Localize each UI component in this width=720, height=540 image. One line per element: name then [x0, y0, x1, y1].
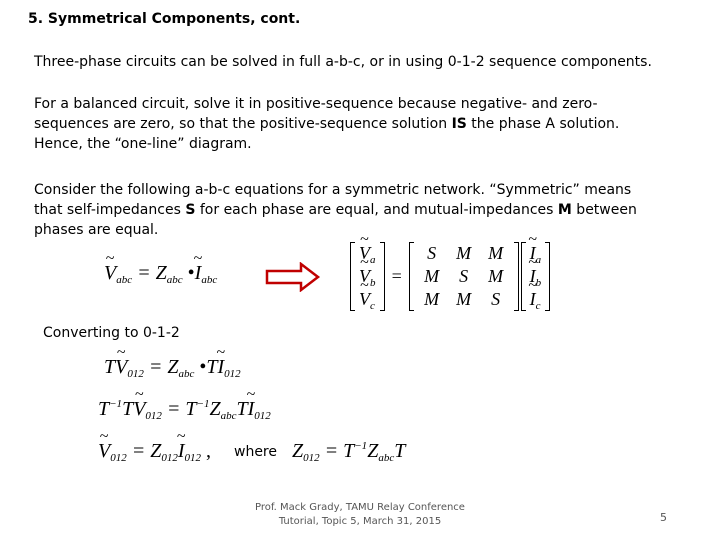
abc-equation: ~ $V_{abc} = Z_{abc}$ •~ $I_{abc}$: [104, 262, 217, 285]
right-arrow-icon: [265, 262, 321, 292]
page-number: 5: [660, 511, 667, 524]
where-label: where: [234, 444, 277, 460]
footer-text: Prof. Mack Grady, TAMU Relay Conference Tutorial, Topic 5, March 31, 2015: [255, 502, 465, 527]
z012-definition: $Z_{012} = T^{-1}Z_{abc}T$: [292, 440, 406, 464]
matrix-equation: ~ $V_a$ ~ $V_b$ ~ $V_c$ = S M M M S M M M S ~ $I_a$ ~ $I_b$ ~ $I_c$: [350, 242, 550, 311]
symmetric-paragraph: Consider the following a-b-c equations for a symmetric network. “Symmetric” means that self-impedances S for each phase are equal, and mutual-impedances M between phases are equal.: [34, 182, 637, 238]
voltage-vector: ~ $V_a$ ~ $V_b$ ~ $V_c$: [355, 242, 380, 311]
balanced-paragraph: For a balanced circuit, solve it in positive-sequence because negative- and zero- sequences are zero, so that the positive-sequence solution IS the phase A solution. Hence, the “one-line” diagram.: [34, 96, 620, 152]
current-vector: ~ $I_a$ ~ $I_b$ ~ $I_c$: [526, 242, 546, 311]
intro-paragraph: Three-phase circuits can be solved in full a-b-c, or in using 0-1-2 sequence components.: [34, 54, 652, 70]
transform-equation-1: T~ $V_{012} = Z_{abc}$ •T~ $I_{012}$: [104, 356, 241, 379]
transform-equation-2: $T^{-1}T\sim$ $V_{012}$ = $T^{-1}Z_{abc}T\sim$ $I_{012}$: [98, 398, 271, 421]
impedance-matrix: S M M M S M M M S: [424, 243, 504, 309]
sequence-equation: ~ $V_{012}$ = $Z_{012}\sim$ $I_{012}$ ,: [98, 440, 211, 463]
converting-label: Converting to 0-1-2: [43, 325, 180, 341]
slide-title: 5. Symmetrical Components, cont.: [28, 11, 301, 27]
